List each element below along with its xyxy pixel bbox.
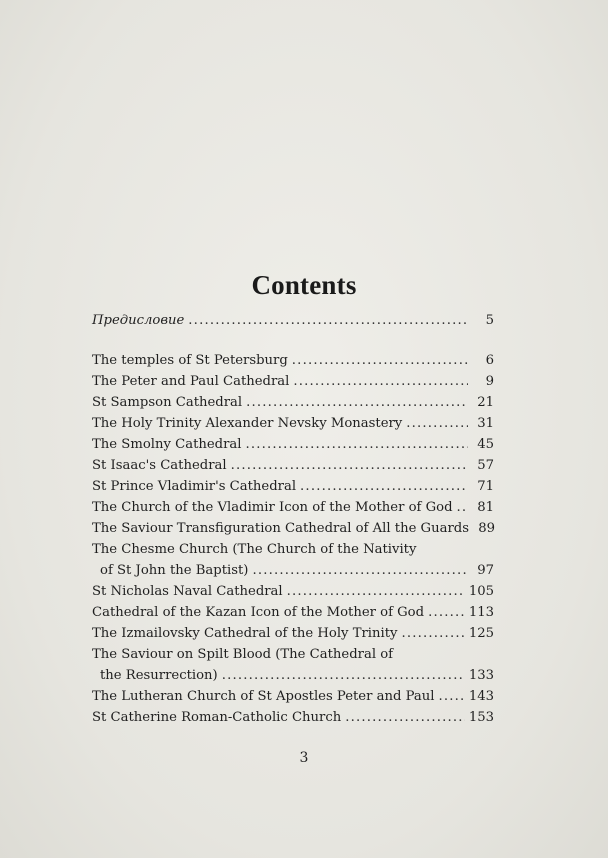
toc-page-number: 5 — [485, 313, 494, 328]
toc-entry — [92, 455, 494, 476]
toc-entry — [92, 581, 494, 602]
toc-entry — [92, 371, 494, 392]
toc-page-number: 97 — [477, 563, 494, 578]
dot-leader — [457, 497, 468, 518]
toc-page-number: 81 — [477, 500, 494, 515]
toc-entry — [92, 665, 494, 686]
toc-page-number: 133 — [468, 668, 494, 683]
toc-entry-label: St Prince Vladimir's Cathedral — [92, 479, 297, 494]
toc-page-number: 21 — [477, 395, 494, 410]
toc-entry-first-line: The Saviour on Spilt Blood (The Cathedral of — [92, 647, 394, 662]
dot-leader — [246, 434, 469, 455]
toc-entry-label: The Holy Trinity Alexander Nevsky Monastery — [92, 416, 403, 431]
dot-leader — [246, 392, 468, 413]
dot-leader — [293, 371, 468, 392]
toc-page-number: 113 — [468, 605, 494, 620]
dot-leader — [428, 602, 465, 623]
dot-leader — [401, 623, 464, 644]
toc-entry — [92, 623, 494, 644]
dot-leader — [222, 665, 465, 686]
toc-entry — [92, 560, 494, 581]
toc-entry-label: The Smolny Cathedral — [92, 437, 242, 452]
section-gap — [92, 331, 494, 350]
toc-page-number: 105 — [468, 584, 494, 599]
toc-entry — [92, 434, 494, 455]
dot-leader — [287, 581, 465, 602]
toc-page-number: 6 — [485, 353, 494, 368]
toc-page-number: 57 — [477, 458, 494, 473]
toc-entry-label: The Peter and Paul Cathedral — [92, 374, 290, 389]
toc-page-number: 143 — [468, 689, 494, 704]
page-number: 3 — [299, 750, 309, 766]
dot-leader — [292, 350, 468, 371]
toc-entry-preface — [92, 310, 494, 331]
toc-entry-label: The Church of the Vladimir Icon of the Mother of God — [92, 500, 453, 515]
toc-entry-label: the Resurrection) — [100, 668, 218, 683]
toc-entry — [92, 518, 494, 539]
toc-entry-label: Cathedral of the Kazan Icon of the Mother of God — [92, 605, 425, 620]
toc-entry-label: Предисловие — [92, 313, 185, 328]
toc-entry-first-line: The Chesme Church (The Church of the Nativity — [92, 542, 417, 557]
toc-page-number: 9 — [485, 374, 494, 389]
toc-entry-label: St Nicholas Naval Cathedral — [92, 584, 283, 599]
toc-entry-label: The Lutheran Church of St Apostles Peter and Paul — [92, 689, 435, 704]
dot-leader — [300, 476, 468, 497]
dot-leader — [438, 686, 464, 707]
toc-page-number: 125 — [468, 626, 494, 641]
dot-leader — [345, 707, 465, 728]
page-title: Contents — [251, 270, 357, 301]
toc-page-number: 71 — [477, 479, 494, 494]
table-of-contents — [92, 310, 494, 728]
toc-entry-label: St Sampson Cathedral — [92, 395, 243, 410]
toc-entry-label: St Catherine Roman-Catholic Church — [92, 710, 342, 725]
toc-entry — [92, 413, 494, 434]
dot-leader — [188, 310, 468, 331]
toc-page-number: 45 — [477, 437, 494, 452]
toc-page-number: 153 — [468, 710, 494, 725]
toc-entry-label: The temples of St Petersburg — [92, 353, 288, 368]
toc-entry-label: St Isaac's Cathedral — [92, 458, 227, 473]
toc-page-number: 89 — [478, 521, 495, 536]
toc-entry — [92, 602, 494, 623]
toc-entry — [92, 350, 494, 371]
toc-entry — [92, 497, 494, 518]
toc-entry-label: The Izmailovsky Cathedral of the Holy Trinity — [92, 626, 398, 641]
dot-leader — [252, 560, 468, 581]
toc-entry — [92, 707, 494, 728]
toc-page-number: 31 — [477, 416, 494, 431]
toc-entry — [92, 476, 494, 497]
toc-entry-label: of St John the Baptist) — [100, 563, 249, 578]
toc-entry — [92, 392, 494, 413]
dot-leader — [406, 413, 468, 434]
dot-leader — [231, 455, 468, 476]
toc-entry — [92, 686, 494, 707]
toc-entry-label: The Saviour Transfiguration Cathedral of All the Guards — [92, 521, 469, 536]
